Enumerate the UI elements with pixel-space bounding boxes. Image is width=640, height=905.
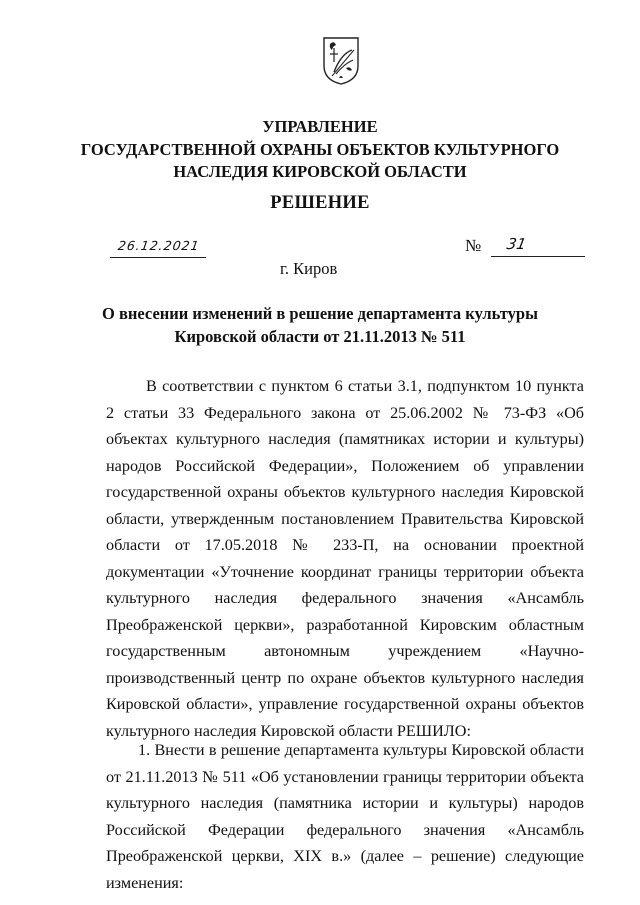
organization-line: ГОСУДАРСТВЕННОЙ ОХРАНЫ ОБЪЕКТОВ КУЛЬТУРНОГО (80, 139, 560, 159)
organization-header (60, 116, 580, 184)
number-sign: № (465, 236, 482, 255)
organization-line: НАСЛЕДИЯ КИРОВСКОЙ ОБЛАСТИ (173, 162, 467, 181)
handwritten-date: 26.12.2021 (116, 238, 201, 253)
handwritten-number: 31 (505, 235, 528, 253)
body-paragraph: В соответствии с пунктом 6 статьи 3.1, подпунктом 10 пункта 2 статьи 33 Федерального закона от 25.06.2002 № 73-ФЗ «Об объектах культурного наследия (памятниках истории и культуры) народов Российской Федерации», Положением об управлении государственной охраны объектов культурного наследия Кировской области, утвержденным постановлением Правительства Кировской области от 17.05.2018 № 233-П, на основании проектной документации «Уточнение координат границы территории объекта культурного наследия федерального значения «Ансамбль Преображенской церкви», разработанной Кировским областным государственным автономным учреждением «Научно-производственный центр по охране объектов культурного наследия Кировской области», управление государственной охраны объектов культурного наследия Кировской области РЕШИЛО: (106, 377, 584, 740)
document-title: О внесении изменений в решение департамента культуры Кировской области от 21.11.2013 № 511 (102, 304, 538, 346)
coat-of-arms-icon (322, 36, 360, 86)
number-field (465, 234, 585, 262)
date-underline (110, 257, 206, 258)
document-type: РЕШЕНИЕ (270, 193, 370, 213)
organization-line: УПРАВЛЕНИЕ (262, 117, 378, 136)
date-field (110, 236, 206, 262)
city-name: г. Киров (280, 259, 338, 278)
body-paragraph: 1. Внести в решение департамента культуры Кировской области от 21.11.2013 № 511 «Об установлении границы территории объекта культурного наследия (памятника истории и культуры) народов Российской Федерации федерального значения «Ансамбль Преображенской церкви, XIX в.» (далее – решение) следующие изменения: (106, 741, 584, 892)
number-underline (491, 256, 585, 257)
